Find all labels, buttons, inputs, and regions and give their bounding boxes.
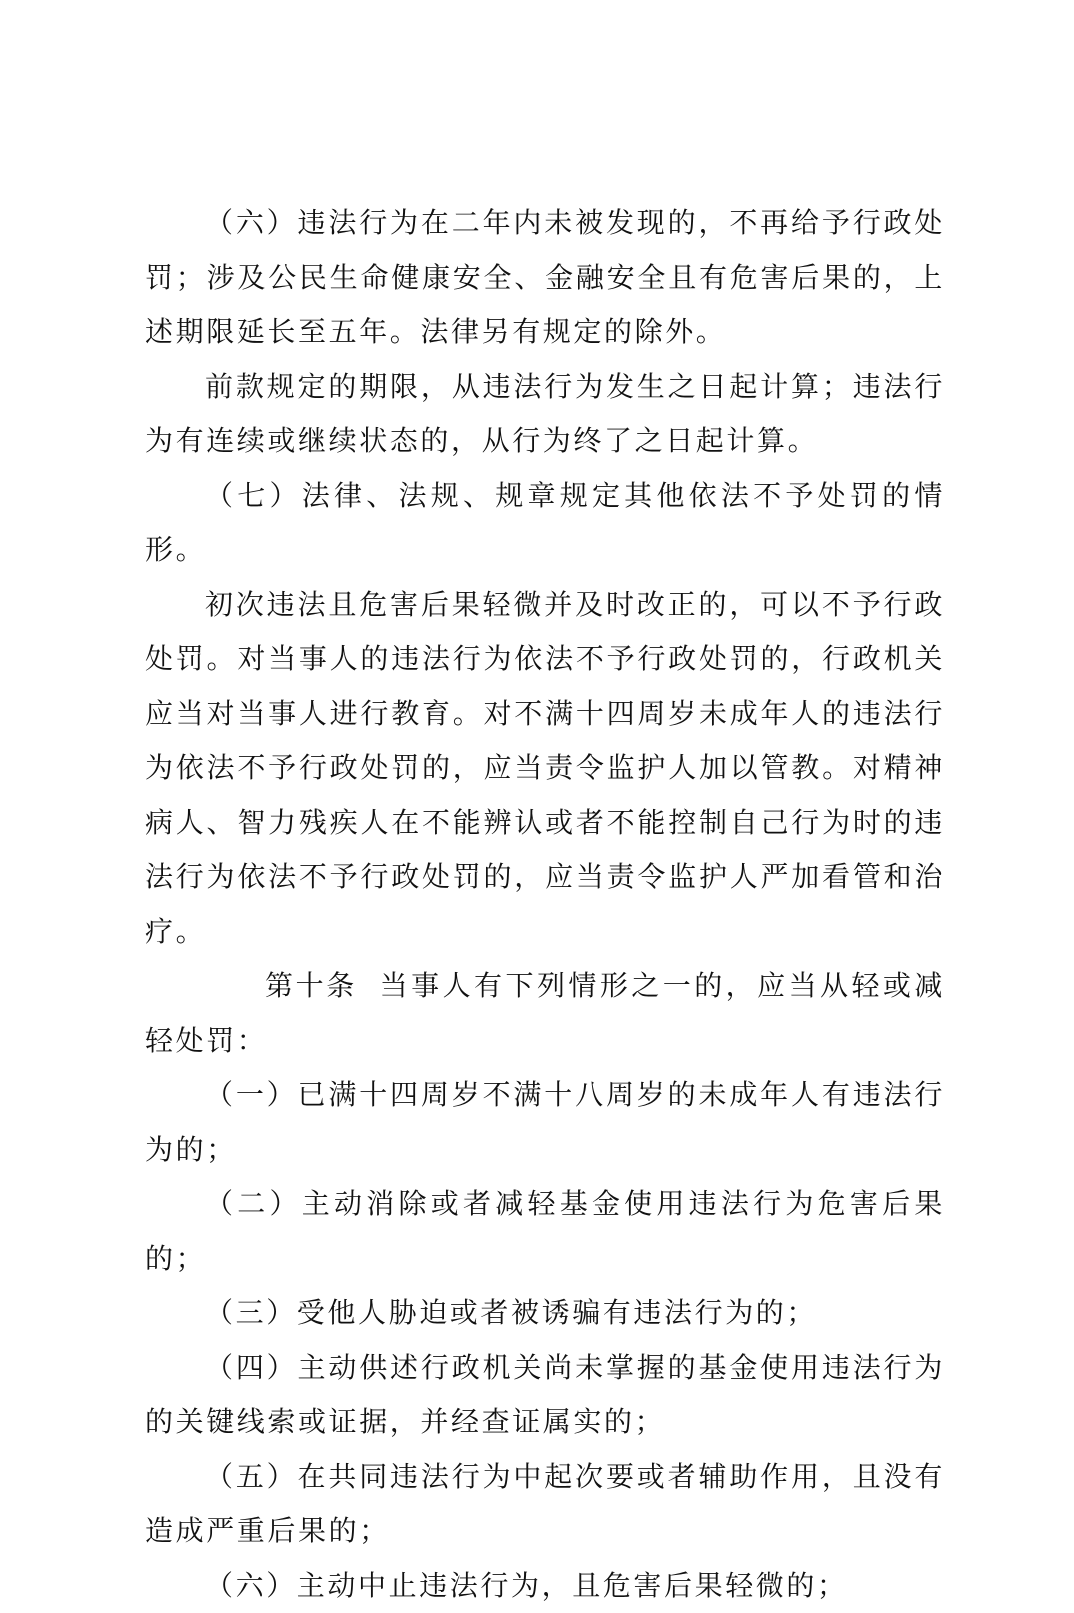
text-line: （三）受他人胁迫或者被诱骗有违法行为的； <box>205 1296 817 1329</box>
text-line: 前款规定的期限，从违法行为发生之日起计算；违法行为有 <box>145 370 945 458</box>
article-number: 第十条 <box>205 959 357 1014</box>
text-line: （六）主动中止违法行为，且危害后果轻微的； <box>205 1569 848 1602</box>
text-line: 行政处罚的，应当责令监护人加以管教。对精神病人、智力残疾 <box>145 751 945 839</box>
article-ten-heading <box>145 959 945 1068</box>
text-line: 初次违法且危害后果轻微并及时改正的，可以不予行政处 <box>145 588 945 676</box>
text-line: （四）主动供述行政机关尚未掌握的基金使用违法行为的关 <box>145 1351 945 1439</box>
article-ten-item-3 <box>145 1286 945 1341</box>
text-line: 涉及公民生命健康安全、金融安全且有危害后果的，上述期限延 <box>145 261 945 349</box>
text-line: （七）法律、法规、规章规定其他依法不予处罚的情形。 <box>145 479 945 567</box>
text-line: 罚。对当事人的违法行为依法不予行政处罚的，行政机关应当对 <box>145 642 945 730</box>
text-line: 当事人进行教育。对不满十四周岁未成年人的违法行为依法不予 <box>145 697 945 785</box>
article-ten-item-1 <box>145 1068 945 1177</box>
text-line: 长至五年。法律另有规定的除外。 <box>267 315 726 348</box>
text-line: 键线索或证据，并经查证属实的； <box>206 1405 665 1438</box>
text-line: （六）违法行为在二年内未被发现的，不再给予行政处罚； <box>145 206 945 294</box>
paragraph-period-rule <box>145 360 945 469</box>
article-ten-item-2 <box>145 1177 945 1286</box>
article-ten-item-4 <box>145 1341 945 1450</box>
article-ten-item-6 <box>145 1559 945 1613</box>
text-line: 当事人有下列情形之一的，应当从轻或减轻处罚： <box>145 969 945 1057</box>
text-line: 严重后果的； <box>206 1514 390 1547</box>
text-line: （五）在共同违法行为中起次要或者辅助作用，且没有造成 <box>145 1460 945 1548</box>
paragraph-item-6 <box>145 196 945 360</box>
article-ten-item-5 <box>145 1450 945 1559</box>
text-line: （一）已满十四周岁不满十八周岁的未成年人有违法行为的； <box>145 1078 945 1166</box>
paragraph-item-7 <box>145 469 945 578</box>
text-line: 连续或继续状态的，从行为终了之日起计算。 <box>206 424 818 457</box>
text-line: 人在不能辨认或者不能控制自己行为时的违法行为依法不予行 <box>145 806 945 894</box>
text-line: 政处罚的，应当责令监护人严加看管和治疗。 <box>145 860 945 948</box>
paragraph-first-offense <box>145 578 945 960</box>
text-line: （二）主动消除或者减轻基金使用违法行为危害后果的； <box>145 1187 945 1275</box>
document-body <box>145 196 945 1613</box>
